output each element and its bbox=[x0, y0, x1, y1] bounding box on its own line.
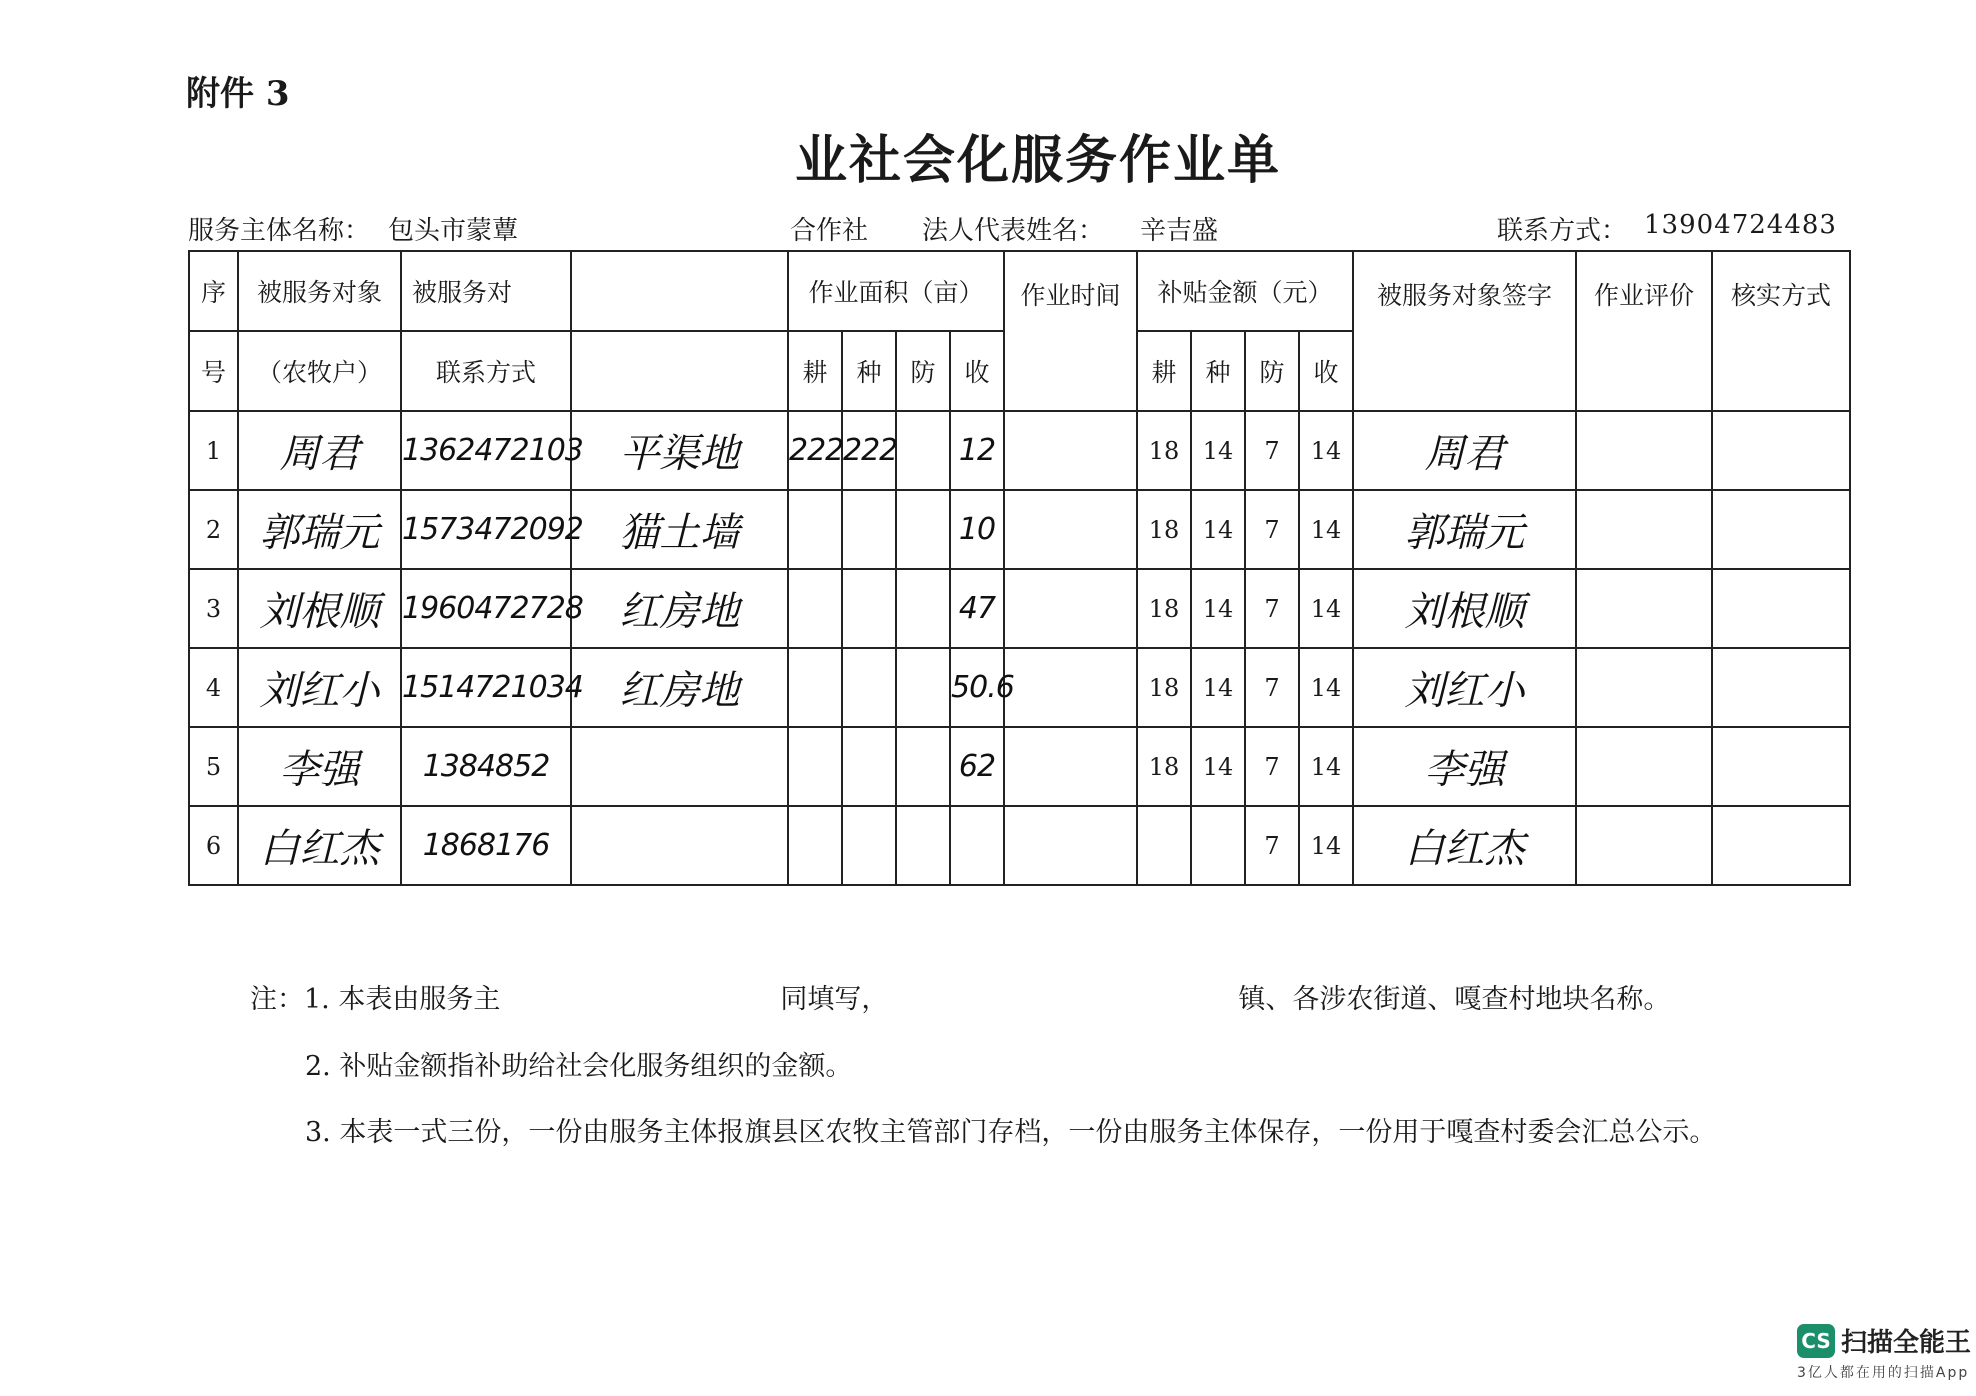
subsidy-sow: 14 bbox=[1191, 648, 1245, 727]
client-name: 李强 bbox=[238, 727, 401, 806]
header-signature: 被服务对象签字 bbox=[1353, 251, 1576, 411]
camscanner-logo-icon: CS bbox=[1797, 1324, 1835, 1358]
client-name: 刘红小 bbox=[238, 648, 401, 727]
subsidy-sow: 14 bbox=[1191, 727, 1245, 806]
rep-label: 法人代表姓名： bbox=[922, 216, 1105, 246]
header-sub-prevent: 防 bbox=[1245, 331, 1299, 411]
header-blank-2 bbox=[571, 331, 788, 411]
work-evaluation bbox=[1576, 727, 1712, 806]
subsidy-harvest: 14 bbox=[1299, 490, 1353, 569]
work-time bbox=[1004, 490, 1137, 569]
client-name: 白红杰 bbox=[238, 806, 401, 885]
subsidy-plow bbox=[1137, 806, 1191, 885]
area-prevent bbox=[896, 411, 950, 490]
verify-method bbox=[1712, 411, 1850, 490]
contact-label: 联系方式： bbox=[1497, 216, 1628, 246]
client-phone: 1384852 bbox=[401, 727, 571, 806]
verify-method bbox=[1712, 648, 1850, 727]
row-number: 6 bbox=[189, 806, 238, 885]
table-row bbox=[189, 569, 1850, 648]
client-phone: 1514721034 bbox=[401, 648, 571, 727]
plot-name: 猫土墙 bbox=[571, 490, 788, 569]
subsidy-prevent: 7 bbox=[1245, 569, 1299, 648]
client-signature: 李强 bbox=[1353, 727, 1576, 806]
subsidy-plow: 18 bbox=[1137, 648, 1191, 727]
work-evaluation bbox=[1576, 411, 1712, 490]
verify-method bbox=[1712, 727, 1850, 806]
subsidy-prevent: 7 bbox=[1245, 727, 1299, 806]
header-seq-2: 号 bbox=[189, 331, 238, 411]
area-harvest: 62 bbox=[950, 727, 1004, 806]
area-plow: 222 bbox=[788, 411, 842, 490]
area-plow bbox=[788, 569, 842, 648]
header-client-2: （农牧户） bbox=[238, 331, 401, 411]
area-sow bbox=[842, 727, 896, 806]
subsidy-plow: 18 bbox=[1137, 727, 1191, 806]
work-evaluation bbox=[1576, 569, 1712, 648]
header-area-harvest: 收 bbox=[950, 331, 1004, 411]
area-plow bbox=[788, 806, 842, 885]
note-1-part-b: 同填写， bbox=[780, 984, 889, 1015]
area-harvest bbox=[950, 806, 1004, 885]
subsidy-plow: 18 bbox=[1137, 569, 1191, 648]
area-sow: 222 bbox=[842, 411, 896, 490]
area-prevent bbox=[896, 727, 950, 806]
org-suffix: 合作社 bbox=[790, 216, 869, 246]
area-plow bbox=[788, 648, 842, 727]
verify-method bbox=[1712, 806, 1850, 885]
subsidy-harvest: 14 bbox=[1299, 806, 1353, 885]
note-2: 2. 补贴金额指补助给社会化服务组织的金额。 bbox=[305, 1051, 853, 1082]
area-sow bbox=[842, 569, 896, 648]
rep-value: 辛吉盛 bbox=[1140, 216, 1219, 246]
work-time bbox=[1004, 569, 1137, 648]
work-evaluation bbox=[1576, 806, 1712, 885]
row-number: 1 bbox=[189, 411, 238, 490]
client-signature: 刘根顺 bbox=[1353, 569, 1576, 648]
row-number: 3 bbox=[189, 569, 238, 648]
client-phone: 1362472103 bbox=[401, 411, 571, 490]
org-label: 服务主体名称： bbox=[188, 216, 371, 246]
subsidy-prevent: 7 bbox=[1245, 806, 1299, 885]
note-1 bbox=[250, 977, 1670, 1016]
table-row bbox=[189, 727, 1850, 806]
scanner-app-name: 扫描全能王 bbox=[1841, 1328, 1972, 1358]
subsidy-prevent: 7 bbox=[1245, 490, 1299, 569]
area-harvest: 10 bbox=[950, 490, 1004, 569]
header-subsidy: 补贴金额（元） bbox=[1137, 251, 1353, 331]
client-name: 郭瑞元 bbox=[238, 490, 401, 569]
work-order-table bbox=[188, 250, 1851, 886]
client-signature: 白红杰 bbox=[1353, 806, 1576, 885]
client-phone: 1868176 bbox=[401, 806, 571, 885]
table-row bbox=[189, 411, 1850, 490]
client-signature: 周君 bbox=[1353, 411, 1576, 490]
header-area: 作业面积（亩） bbox=[788, 251, 1004, 331]
table-row bbox=[189, 806, 1850, 885]
subsidy-sow bbox=[1191, 806, 1245, 885]
area-prevent bbox=[896, 648, 950, 727]
plot-name: 红房地 bbox=[571, 648, 788, 727]
row-number: 2 bbox=[189, 490, 238, 569]
plot-name bbox=[571, 806, 788, 885]
subsidy-harvest: 14 bbox=[1299, 648, 1353, 727]
header-blank bbox=[571, 251, 788, 331]
plot-name: 平渠地 bbox=[571, 411, 788, 490]
plot-name: 红房地 bbox=[571, 569, 788, 648]
area-prevent bbox=[896, 490, 950, 569]
client-signature: 刘红小 bbox=[1353, 648, 1576, 727]
header-client: 被服务对象 bbox=[238, 251, 401, 331]
attachment-label: 附件 3 bbox=[186, 74, 290, 114]
area-harvest: 12 bbox=[950, 411, 1004, 490]
header-area-prevent: 防 bbox=[896, 331, 950, 411]
area-harvest: 47 bbox=[950, 569, 1004, 648]
work-time bbox=[1004, 727, 1137, 806]
work-evaluation bbox=[1576, 648, 1712, 727]
table-row bbox=[189, 648, 1850, 727]
header-time: 作业时间 bbox=[1004, 251, 1137, 411]
header-contact-2: 联系方式 bbox=[401, 331, 571, 411]
verify-method bbox=[1712, 490, 1850, 569]
area-sow bbox=[842, 648, 896, 727]
client-name: 刘根顺 bbox=[238, 569, 401, 648]
header-evaluation: 作业评价 bbox=[1576, 251, 1712, 411]
subsidy-plow: 18 bbox=[1137, 490, 1191, 569]
header-sub-sow: 种 bbox=[1191, 331, 1245, 411]
header-verify: 核实方式 bbox=[1712, 251, 1850, 411]
work-time bbox=[1004, 411, 1137, 490]
table-row bbox=[189, 490, 1850, 569]
org-value: 包头市蒙蕈 bbox=[388, 216, 519, 246]
verify-method bbox=[1712, 569, 1850, 648]
subsidy-harvest: 14 bbox=[1299, 569, 1353, 648]
subsidy-prevent: 7 bbox=[1245, 411, 1299, 490]
subsidy-sow: 14 bbox=[1191, 490, 1245, 569]
header-area-plow: 耕 bbox=[788, 331, 842, 411]
work-evaluation bbox=[1576, 490, 1712, 569]
area-plow bbox=[788, 490, 842, 569]
client-phone: 1960472728 bbox=[401, 569, 571, 648]
subsidy-sow: 14 bbox=[1191, 411, 1245, 490]
subsidy-harvest: 14 bbox=[1299, 411, 1353, 490]
work-time bbox=[1004, 648, 1137, 727]
row-number: 5 bbox=[189, 727, 238, 806]
area-prevent bbox=[896, 806, 950, 885]
area-sow bbox=[842, 806, 896, 885]
work-time bbox=[1004, 806, 1137, 885]
subsidy-plow: 18 bbox=[1137, 411, 1191, 490]
area-prevent bbox=[896, 569, 950, 648]
client-signature: 郭瑞元 bbox=[1353, 490, 1576, 569]
header-area-sow: 种 bbox=[842, 331, 896, 411]
header-sub-harvest: 收 bbox=[1299, 331, 1353, 411]
scanner-watermark bbox=[1797, 1322, 1971, 1359]
row-number: 4 bbox=[189, 648, 238, 727]
subsidy-harvest: 14 bbox=[1299, 727, 1353, 806]
client-name: 周君 bbox=[238, 411, 401, 490]
scanner-tagline: 3亿人都在用的扫描App bbox=[1797, 1365, 1970, 1381]
plot-name bbox=[571, 727, 788, 806]
area-plow bbox=[788, 727, 842, 806]
subsidy-prevent: 7 bbox=[1245, 648, 1299, 727]
area-harvest: 50.6 bbox=[950, 648, 1004, 727]
note-3: 3. 本表一式三份，一份由服务主体报旗县区农牧主管部门存档，一份由服务主体保存，一份用于嘎查村委会汇总公示。 bbox=[305, 1117, 1717, 1148]
header-sub-plow: 耕 bbox=[1137, 331, 1191, 411]
subsidy-sow: 14 bbox=[1191, 569, 1245, 648]
contact-value: 13904724483 bbox=[1644, 210, 1837, 240]
document-title: 业社会化服务作业单 bbox=[795, 130, 1282, 191]
header-seq: 序 bbox=[189, 251, 238, 331]
note-1-part-a: 注：1. 本表由服务主 bbox=[250, 984, 501, 1015]
header-contact: 被服务对 bbox=[401, 251, 571, 331]
note-1-part-c: 镇、各涉农街道、嘎查村地块名称。 bbox=[1238, 984, 1671, 1015]
client-phone: 1573472092 bbox=[401, 490, 571, 569]
area-sow bbox=[842, 490, 896, 569]
